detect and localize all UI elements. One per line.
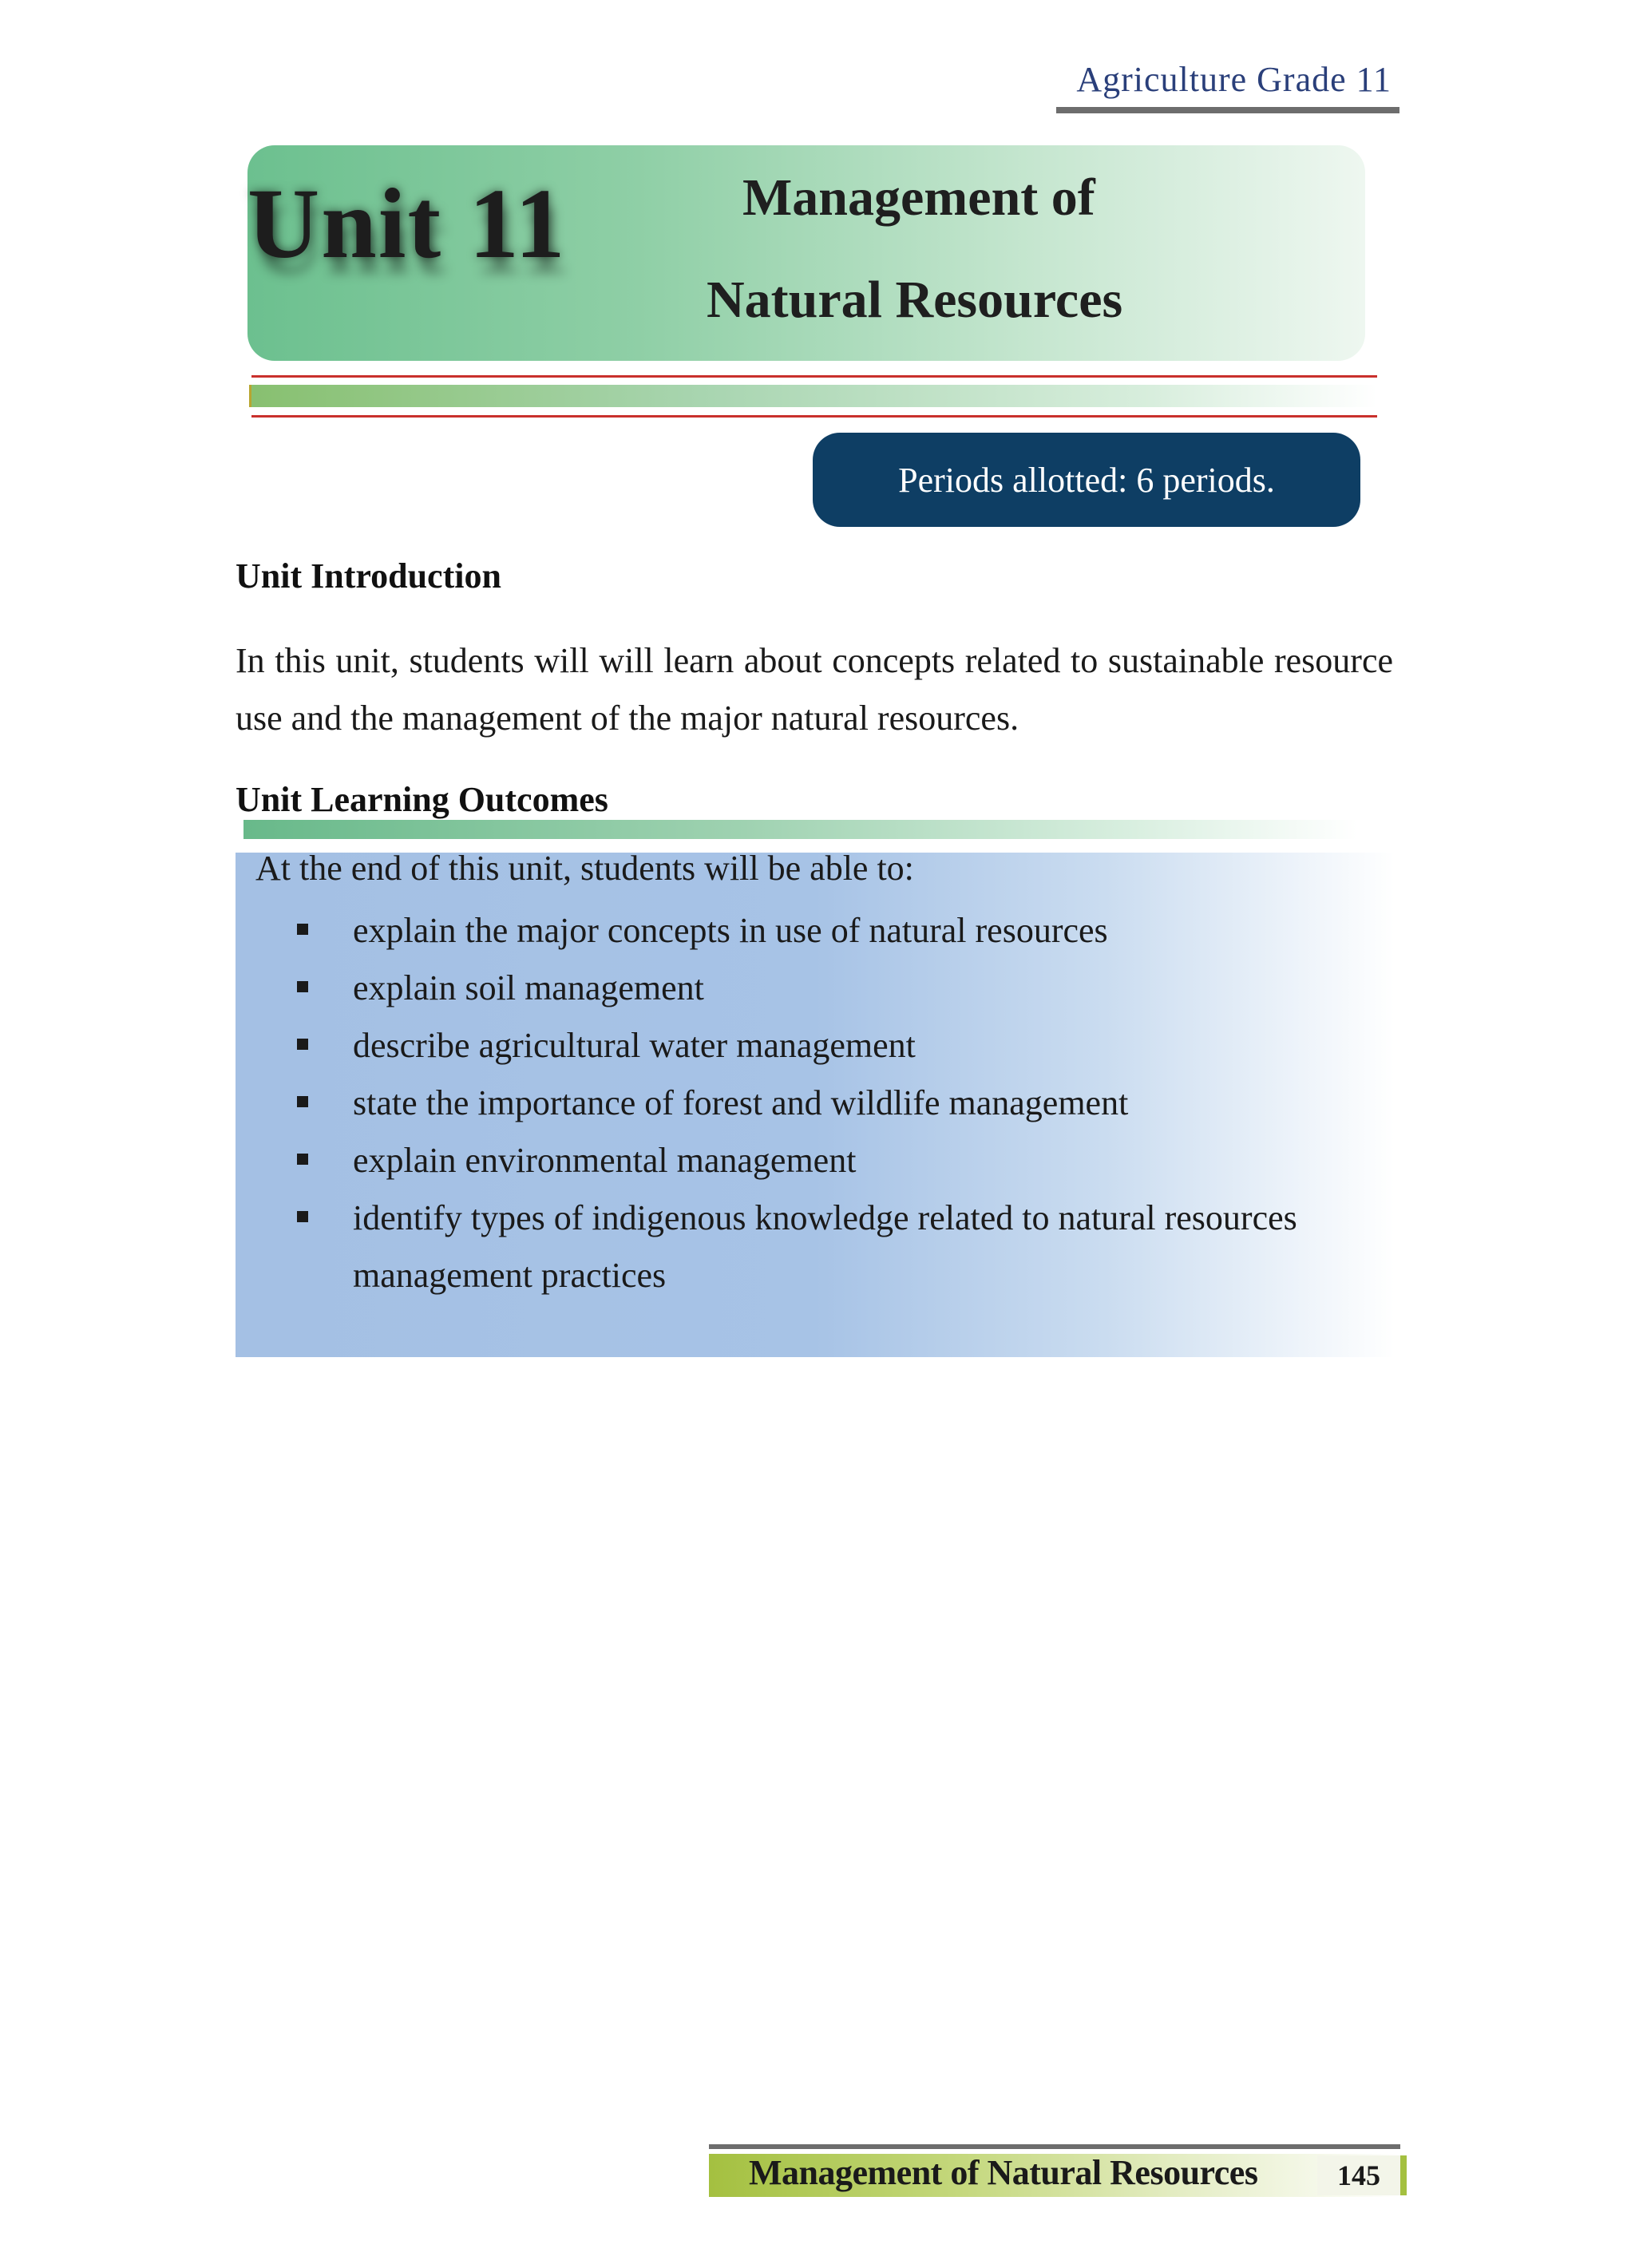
square-bullet-icon xyxy=(297,1211,308,1222)
list-item: identify types of indigenous knowledge related to natural resources management practices xyxy=(294,1189,1415,1304)
list-item: describe agricultural water management xyxy=(294,1017,1415,1075)
decorative-rule-top xyxy=(251,375,1377,378)
periods-badge xyxy=(813,433,1360,527)
header-rule xyxy=(1056,107,1399,113)
square-bullet-icon xyxy=(297,1154,308,1165)
square-bullet-icon xyxy=(297,1039,308,1050)
square-bullet-icon xyxy=(297,981,308,992)
book-title: Agriculture Grade 11 xyxy=(1076,60,1392,99)
outcomes-heading: Unit Learning Outcomes xyxy=(236,780,608,819)
footer-rule xyxy=(709,2144,1400,2149)
outcomes-list xyxy=(294,902,1415,1304)
list-item: explain soil management xyxy=(294,960,1415,1017)
unit-title-line1: Management of xyxy=(742,168,1095,227)
footer-title: Management of Natural Resources xyxy=(749,2153,1258,2192)
list-item: explain environmental management xyxy=(294,1132,1415,1189)
outcomes-heading-bar xyxy=(243,820,1357,839)
running-header xyxy=(1076,59,1392,100)
periods-text: Periods allotted: 6 periods. xyxy=(898,460,1275,500)
intro-heading: Unit Introduction xyxy=(236,556,501,596)
intro-paragraph: In this unit, students will will learn about concepts related to sustainable resource use and the management of the major natural resources. xyxy=(236,641,1393,738)
decorative-rule-bottom xyxy=(251,415,1377,418)
unit-number: Unit 11 xyxy=(247,169,567,279)
outcomes-lead: At the end of this unit, students will be able to: xyxy=(255,849,914,888)
decorative-stripe xyxy=(249,385,1377,407)
unit-title-line2: Natural Resources xyxy=(707,271,1123,329)
square-bullet-icon xyxy=(297,924,308,935)
list-item: state the importance of forest and wildlife management xyxy=(294,1075,1415,1132)
list-item: explain the major concepts in use of natural resources xyxy=(294,902,1415,960)
square-bullet-icon xyxy=(297,1096,308,1107)
page-number: 145 xyxy=(1317,2155,1407,2195)
